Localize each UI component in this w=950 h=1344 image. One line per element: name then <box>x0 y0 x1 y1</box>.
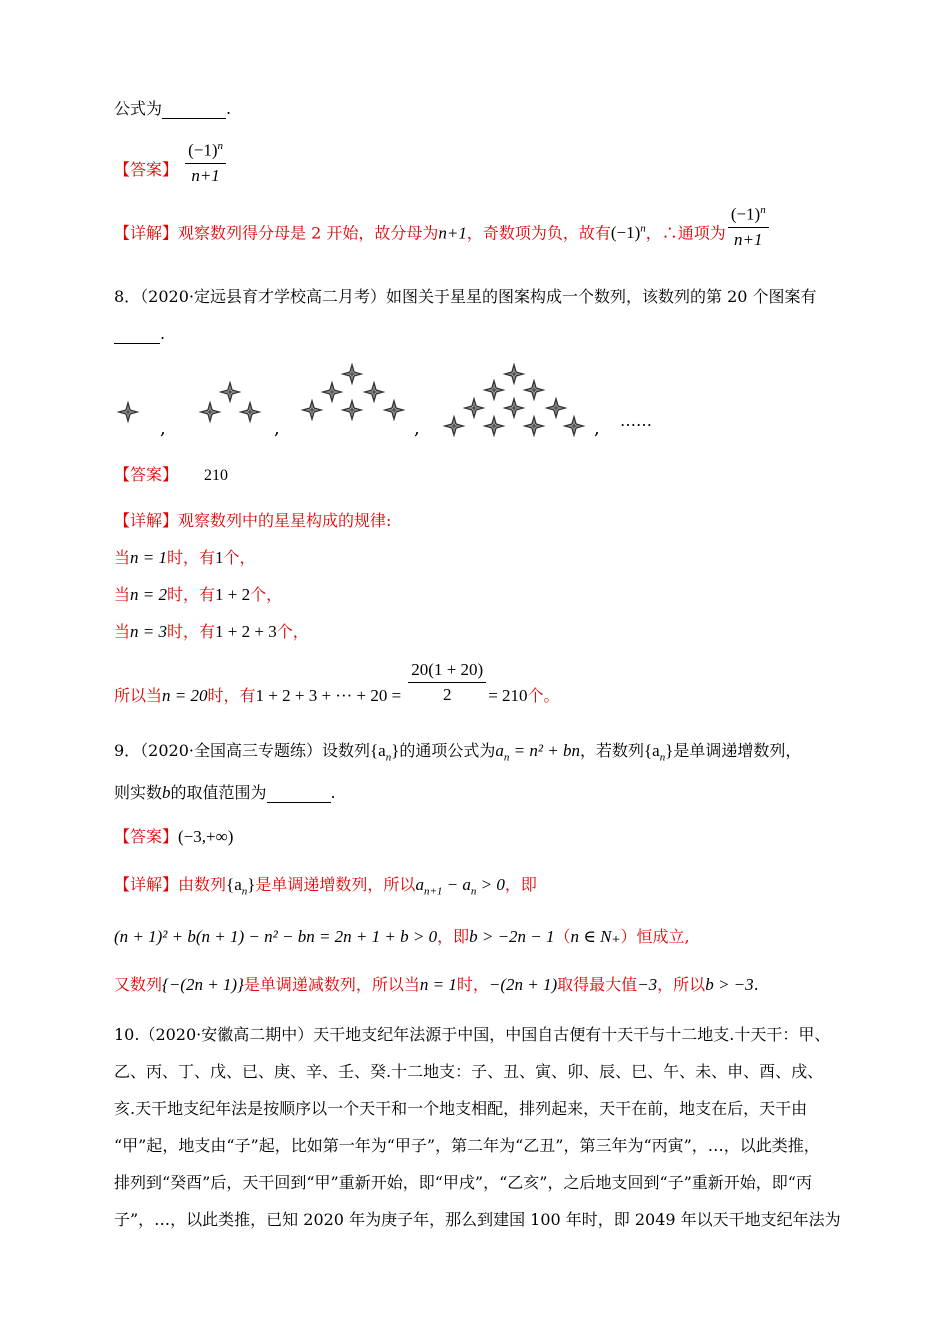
q8-final: 所以当n = 20时，有1 + 2 + 3 + ··· + 20 = $\frac{20(1 + 20)}{2}$ = 210个。 <box>114 660 560 705</box>
q9-detail-2: (n + 1)² + b(n + 1) − n² − bn = 2n + 1 + b > 0，即b > −2n − 1（n ∈ N₊）恒成立, <box>114 927 690 946</box>
star-icon <box>547 399 565 417</box>
q8-answer: 【答案】 210 <box>114 465 229 484</box>
star-pattern-figure <box>110 360 670 440</box>
q9-answer: 【答案】(−3,+∞) <box>114 827 234 846</box>
ellipsis: …… <box>620 411 652 430</box>
separator-comma: , <box>274 418 280 439</box>
q10-line-6: 子”，…，以此类推，已知 2020 年为庚子年，那么到建国 100 年时，即 2049 年以天干地支纪年法为 <box>114 1210 841 1229</box>
star-icon <box>565 417 583 435</box>
answer-blank <box>114 324 160 344</box>
star-icon <box>465 399 483 417</box>
star-icon <box>201 403 219 421</box>
star-icon <box>221 383 239 401</box>
q10-line-4: “甲”起，地支由“子”起，比如第一年为“甲子”，第二年为“乙丑”，第三年为“丙寅”，…，以此类推， <box>114 1136 820 1155</box>
q9-stem-1: 9．（2020·全国高三专题练）设数列$\{a_n\}$的通项公式为$a_n = n^2$ + bn，若数列$\{a_n\}$是单调递增数列， <box>114 741 802 764</box>
star-icon <box>505 399 523 417</box>
detail-fraction: $\frac{(-1)^n}{n+1}$ <box>728 204 769 250</box>
star-icon <box>343 401 361 419</box>
star-icon <box>505 365 523 383</box>
q7-detail: 【详解】观察数列得分母是 2 开始，故分母为n+1，奇数项为负，故有$(-1)^n$，∴通项为 $\frac{(-1)^n}{n+1}$ <box>114 218 771 250</box>
star-icon <box>343 365 361 383</box>
q10-line-2: 乙、丙、丁、戊、已、庚、辛、壬、癸.十二地支：子、丑、寅、卯、辰、巳、午、未、申、酉、戌、 <box>114 1062 824 1081</box>
answer-label: 【答案】 <box>114 827 179 846</box>
answer-fraction: $\frac{(-1)^n}{n+1}$ <box>185 140 226 186</box>
q8-case-3: 当n = 3时，有1 + 2 + 3个， <box>114 622 309 641</box>
q7-answer <box>114 140 228 186</box>
star-icon <box>485 417 503 435</box>
q10-line-3: 亥.天干地支纪年法是按顺序以一个天干和一个地支相配，排列起来，天干在前，地支在后，天干由 <box>114 1099 808 1118</box>
q8-detail-intro: 【详解】观察数列中的星星构成的规律: <box>114 511 392 530</box>
star-icon <box>241 403 259 421</box>
star-icon <box>445 417 463 435</box>
q10-line-1: 10.（2020·安徽高二期中）天干地支纪年法源于中国，中国自古便有十天干与十二地支.十天干：甲、 <box>114 1025 831 1044</box>
q8-case-2: 当n = 2时，有1 + 2个， <box>114 585 283 604</box>
q9-detail-3: 又数列{−(2n + 1)}是单调递减数列，所以当n = 1时，−(2n + 1)取得最大值−3，所以b > −3. <box>114 975 759 994</box>
star-icon <box>323 383 341 401</box>
detail-label: 【详解】 <box>114 223 179 243</box>
star-icon <box>303 401 321 419</box>
q9-detail-1: 【详解】由数列$\{a_n\}$是单调递增数列，所以$a_{n+1} - a_n > 0$，即 <box>114 875 537 898</box>
q10-line-5: 排列到“癸酉”后，天干回到“甲”重新开始，即“甲戌”，“乙亥”，之后地支回到“子”重新开始，即“丙 <box>114 1173 812 1192</box>
star-icon <box>525 417 543 435</box>
separator-comma: , <box>160 418 166 439</box>
answer-blank <box>267 783 331 803</box>
sum-fraction: $\frac{20(1 + 20)}{2}$ <box>408 660 486 705</box>
separator-comma: , <box>414 418 420 439</box>
q9-stem-2: 则实数b的取值范围为 . <box>114 783 336 802</box>
q8-stem: 8．（2020·定远县育才学校高二月考）如图关于星星的图案构成一个数列，该数列的第 20 个图案有 <box>114 287 817 306</box>
star-icon <box>119 403 137 421</box>
q7-stem-tail: 公式为 . <box>114 99 232 118</box>
answer-label: 【答案】 <box>114 465 179 484</box>
detail-label: 【详解】 <box>114 511 179 530</box>
q8-stem-blank: . <box>114 324 165 344</box>
star-icon <box>385 401 403 419</box>
star-icon <box>485 381 503 399</box>
answer-blank <box>162 99 226 119</box>
separator-comma: , <box>594 418 600 439</box>
q8-case-1: 当n = 1时，有1个， <box>114 548 256 567</box>
star-icon <box>365 383 383 401</box>
detail-label: 【详解】 <box>114 875 179 894</box>
star-icon <box>525 381 543 399</box>
answer-label: 【答案】 <box>114 160 179 180</box>
